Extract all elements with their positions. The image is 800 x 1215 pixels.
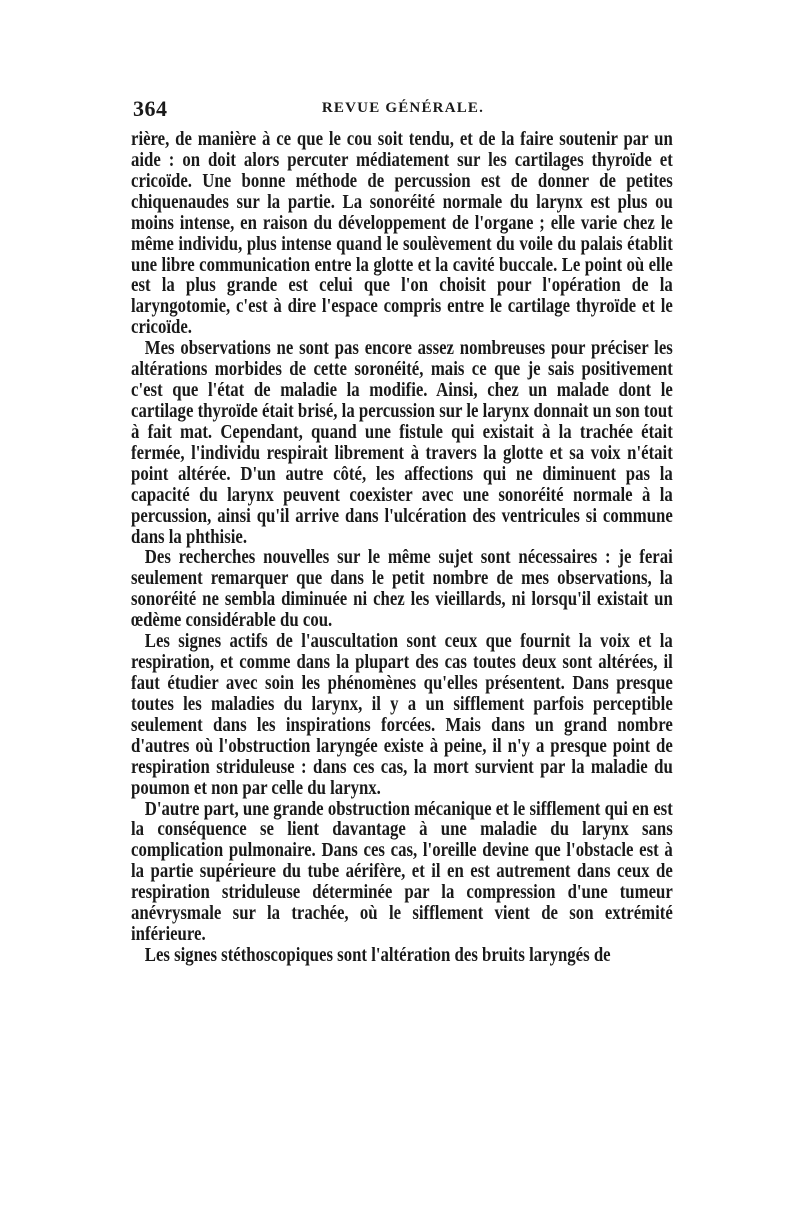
paragraph-3: Des recherches nouvelles sur le même sujet sont nécessaires : je ferai seulement remarquer que dans le petit nombre de mes observations, la sonoréité ne sembla diminuée ni chez les vieillards, ni lorsqu'il existait un œdème considérable du cou. (131, 547, 673, 632)
journal-title: REVUE GÉNÉRALE. (321, 100, 485, 116)
paragraph-4: Les signes actifs de l'auscultation sont ceux que fournit la voix et la respiration, et comme dans la plupart des cas toutes deux sont altérées, il faut étudier avec soin les phénomènes qu'elles présentent. Dans presque toutes les maladies du larynx, il y a un sifflement parfois perceptible seulement dans les inspirations forcées. Mais dans un grand nombre d'autres où l'obstruction laryngée existe à peine, il n'y a presque point de respiration striduleuse : dans ces cas, la mort survient par la maladie du poumon et non par celle du larynx. (131, 631, 673, 799)
paragraph-1: rière, de manière à ce que le cou soit tendu, et de la faire soutenir par un aide : on doit alors percuter médiatement sur les cartilages thyroïde et cricoïde. Une bonne méthode de percussion est de donner de petites chiquenaudes sur la partie. La sonoréité normale du larynx est plus ou moins intense, en raison du développement de l'organe ; elle varie chez le même individu, plus intense quand le soulèvement du voile du palais établit une libre communication entre la glotte et la cavité buccale. Le point où elle est la plus grande est celui que l'on choisit pour l'opération de la laryngotomie, c'est à dire l'espace compris entre le cartilage thyroïde et le cricoïde. (131, 129, 673, 339)
paragraph-6: Les signes stéthoscopiques sont l'altération des bruits laryngés de (144, 944, 611, 966)
running-head (133, 96, 673, 120)
paragraph-5: D'autre part, une grande obstruction mécanique et le sifflement qui en est la conséquence se lient davantage à une maladie du larynx sans complication pulmonaire. Dans ces cas, l'oreille devine que l'obstacle est à la partie supérieure du tube aérifère, et il en est autrement dans ceux de respiration striduleuse déterminée par la compression d'une tumeur anévrysmale sur la trachée, où le sifflement vient de son extrémité inférieure. (131, 798, 673, 946)
paragraph-2: Mes observations ne sont pas encore assez nombreuses pour préciser les altérations morbides de cette soronéité, mais ce que je sais positivement c'est que l'état de maladie la modifie. Ainsi, chez un malade dont le cartilage thyroïde était brisé, la percussion sur le larynx donnait un son tout à fait mat. Cependant, quand une fistule qui existait à la trachée était fermée, l'individu respirait librement à travers la glotte et sa voix n'était point altérée. D'un autre côté, les affections qui ne diminuent pas la capacité du larynx peuvent coexister avec une sonoréité normale à la percussion, ainsi qu'il arrive dans l'ulcération des ventricules si commune dans la phthisie. (131, 338, 673, 548)
page-number: 364 (133, 96, 168, 121)
body-text (131, 130, 673, 967)
